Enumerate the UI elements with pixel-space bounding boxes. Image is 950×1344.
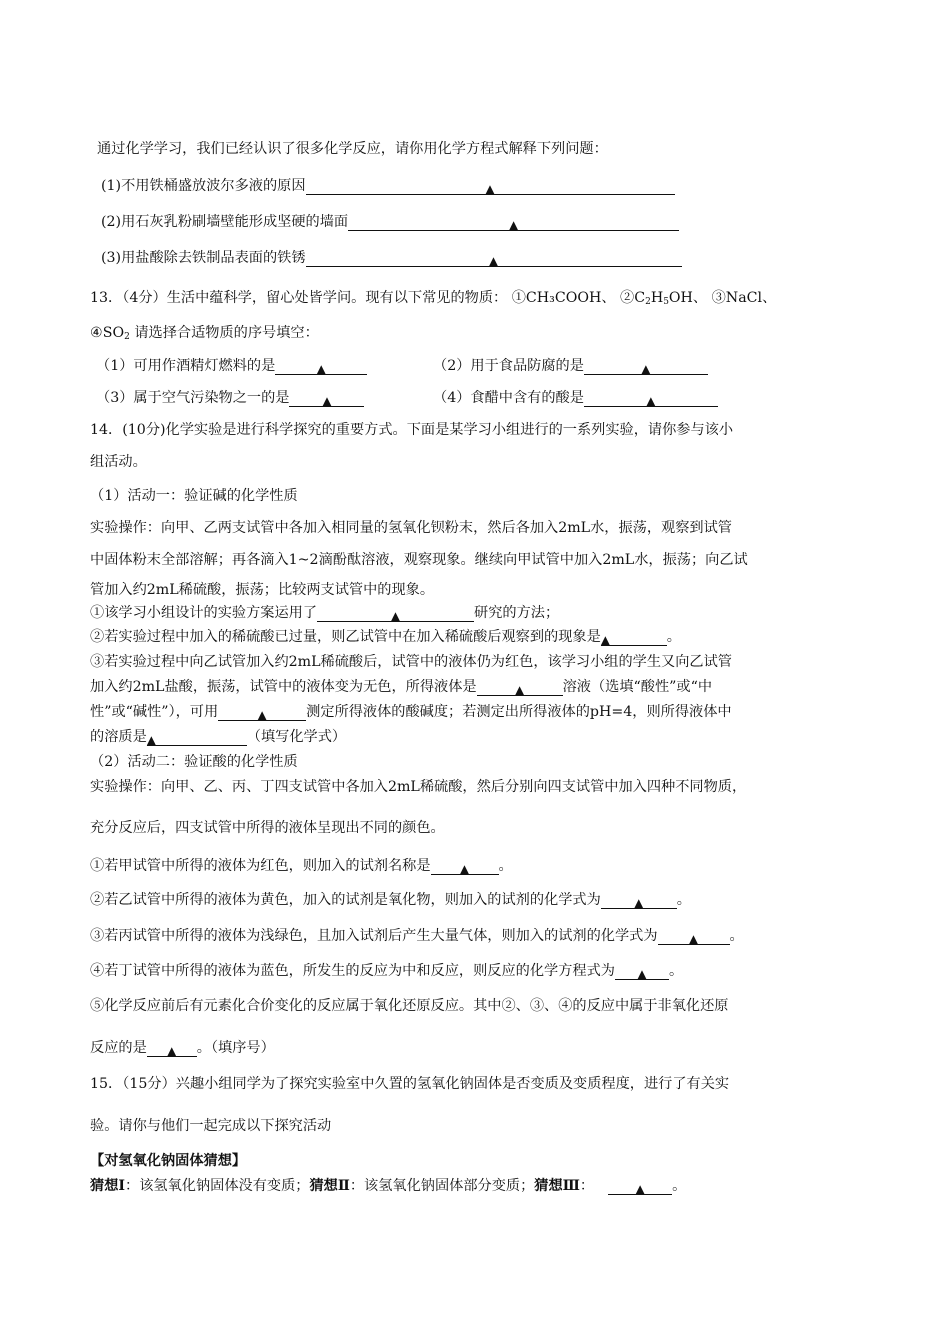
triangle-icon: ▲ [167,1044,177,1058]
triangle-icon: ▲ [488,254,499,268]
triangle-icon: ▲ [641,362,651,376]
answer-blank[interactable] [317,606,474,622]
q12-item-2: (2)用石灰乳粉刷墙壁能形成坚硬的墙面 ▲ [101,212,679,232]
triangle-icon: ▲ [688,932,699,946]
q12-item-1: (1)不用铁桶盛放波尔多液的原因 ▲ [101,176,675,196]
answer-blank[interactable] [306,179,675,195]
triangle-icon: ▲ [634,896,644,910]
triangle-icon: ▲ [637,967,647,981]
q13-opt-4: （4）食醋中含有的酸是 ▲ [433,388,718,408]
intro-text: 通过化学学习，我们已经认识了很多化学反应，请你用化学方程式解释下列问题： [97,141,608,157]
answer-blank[interactable] [275,359,367,375]
q14-op-line5: 充分反应后，四支试管中所得的液体呈现出不同的颜色。 [90,820,445,836]
q14-op-line3: 管加入约2mL稀硫酸，振荡；比较两支试管中的现象。 [90,582,435,598]
triangle-icon: ▲ [257,708,267,722]
q14-op-line1: 实验操作：向甲、乙两支试管中各加入相同量的氢氧化钡粉末，然后各加入2mL水，振荡，观察到试管 [90,520,732,536]
q14-item-3-line3: 性”或“碱性”），可用 ▲ 测定所得液体的酸碱度；若测定出所得液体的pH=4，则所得液体中 [90,704,732,722]
q15-section-heading: 【对氢氧化钠固体猜想】 [90,1153,247,1169]
q14-stem-line2: 组活动。 [90,454,147,470]
q15-hypotheses: 猜想Ⅰ：该氢氧化钠固体没有变质；猜想Ⅱ：该氢氧化钠固体部分变质；猜想Ⅲ： ▲ 。 [90,1178,687,1196]
q14-act2-item-1: ①若甲试管中所得的液体为红色，则加入的试剂名称是 ▲ 。 [90,858,513,876]
answer-blank[interactable] [658,929,730,945]
q14-item-2: ②若实验过程中加入的稀硫酸已过量，则乙试管中在加入稀硫酸后观察到的现象是▲ 。 [90,629,681,647]
answer-blank[interactable] [601,893,677,909]
answer-blank[interactable] [615,964,669,980]
q14-act2-item-3: ③若丙试管中所得的液体为浅绿色，且加入试剂后产生大量气体，则加入的试剂的化学式为 ▲ 。 [90,928,744,946]
q13-stem-line1: 13．（4分）生活中蕴科学，留心处皆学问。现有以下常见的物质： ①CH₃COOH、 $②C_2H_5OH$、 ③NaCl、 [90,290,777,307]
q12-item-3: (3)用盐酸除去铁制品表面的铁锈 ▲ [101,248,682,268]
q14-act2-item-5-line1: ⑤化学反应前后有元素化合价变化的反应属于氧化还原反应。其中②、③、④的反应中属于非氧化还原 [90,998,729,1014]
q14-item-3-line2: 加入约2mL盐酸，振荡，试管中的液体变为无色，所得液体是 ▲ 溶液（选填“酸性”或“中 [90,679,713,697]
answer-blank[interactable] [147,1041,197,1057]
triangle-icon: ▲ [508,218,519,232]
triangle-icon: ▲ [390,609,401,623]
answer-blank[interactable] [601,630,667,646]
q15-stem-line2: 验。请你与他们一起完成以下探究活动 [90,1118,332,1134]
answer-blank[interactable] [348,215,679,231]
triangle-icon: ▲ [600,633,610,647]
answer-blank[interactable] [147,730,247,746]
triangle-icon: ▲ [485,182,495,196]
answer-blank[interactable] [477,680,563,696]
answer-blank[interactable] [289,391,364,407]
answer-blank[interactable] [218,705,306,721]
answer-blank[interactable] [584,359,708,375]
q14-act2-item-4: ④若丁试管中所得的液体为蓝色，所发生的反应为中和反应，则反应的化学方程式为 ▲ 。 [90,963,684,981]
answer-blank[interactable] [608,1179,672,1195]
q14-stem-line1: 14．(10分)化学实验是进行科学探究的重要方式。下面是某学习小组进行的一系列实验，请你参与该小 [90,422,734,438]
answer-blank[interactable] [431,859,499,875]
q13-opt-3: （3）属于空气污染物之一的是 ▲ [96,388,364,408]
triangle-icon: ▲ [146,733,156,747]
answer-blank[interactable] [306,251,682,267]
q14-op-line4: 实验操作：向甲、乙、丙、丁四支试管中各加入2mL稀硫酸，然后分别向四支试管中加入四种不同物质， [90,779,747,795]
answer-blank[interactable] [584,391,718,407]
q14-act2-item-2: ②若乙试管中所得的液体为黄色，加入的试剂是氧化物，则加入的试剂的化学式为 ▲ 。 [90,892,691,910]
q14-activity-2: （2）活动二：验证酸的化学性质 [90,754,298,770]
triangle-icon: ▲ [646,394,656,408]
q14-item-1: ①该学习小组设计的实验方案运用了 ▲ 研究的方法； [90,605,560,623]
q14-act2-item-5-line2: 反应的是 ▲ 。（填序号） [90,1040,275,1058]
triangle-icon: ▲ [514,683,525,697]
triangle-icon: ▲ [322,394,332,408]
triangle-icon: ▲ [316,362,326,376]
q14-activity-1: （1）活动一：验证碱的化学性质 [90,488,298,504]
q15-stem-line1: 15．（15分）兴趣小组同学为了探究实验室中久置的氢氧化钠固体是否变质及变质程度，进行了有关实 [90,1076,730,1092]
triangle-icon: ▲ [635,1182,645,1196]
q14-item-3-line1: ③若实验过程中向乙试管加入约2mL稀硫酸后，试管中的液体仍为红色，该学习小组的学生又向乙试管 [90,654,732,670]
q13-stem-line2: $④SO_2$ 请选择合适物质的序号填空： [90,325,319,342]
q13-opt-2: （2）用于食品防腐的是 ▲ [433,356,708,376]
q13-opt-1: （1）可用作酒精灯燃料的是 ▲ [96,356,367,376]
triangle-icon: ▲ [459,862,470,876]
q14-op-line2: 中固体粉末全部溶解；再各滴入1~2滴酚酞溶液，观察现象。继续向甲试管中加入2mL水，振荡；向乙试 [90,552,748,568]
q14-item-3-line4: 的溶质是▲ （填写化学式） [90,729,347,747]
